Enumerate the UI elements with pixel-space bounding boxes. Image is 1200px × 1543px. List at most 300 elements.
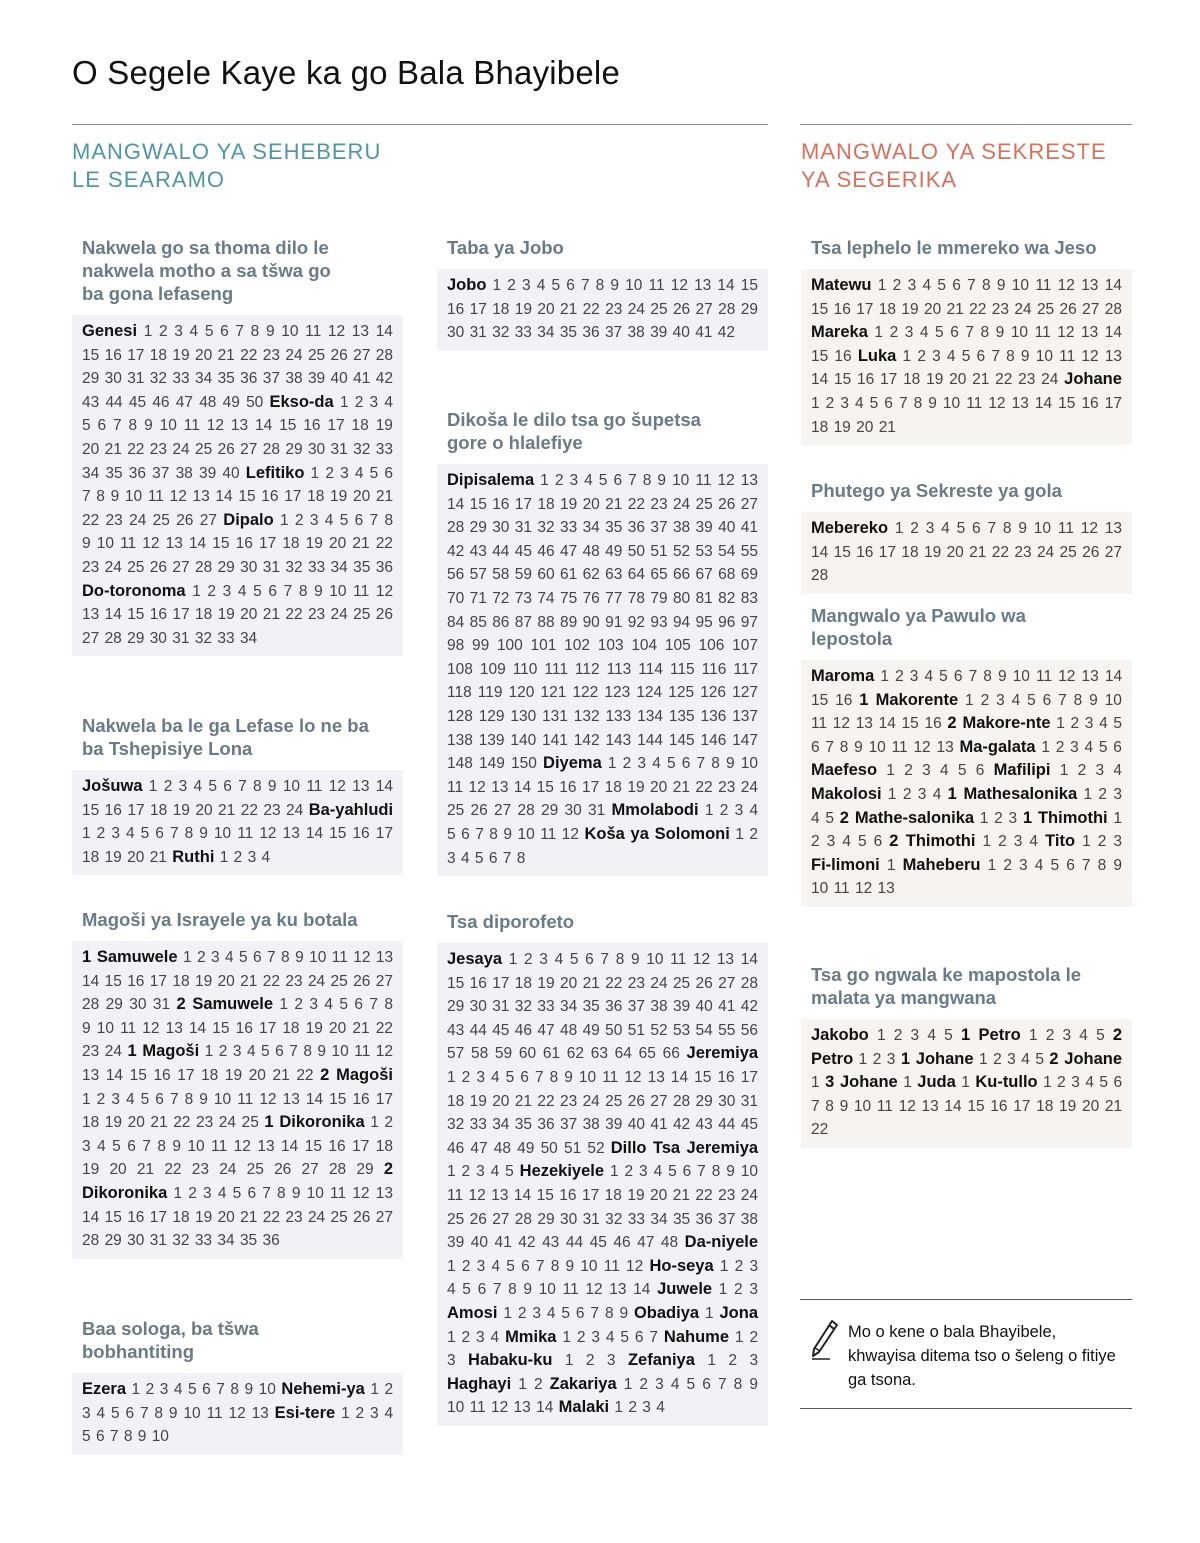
chapter-number[interactable]: 11 <box>447 1186 464 1204</box>
chapter-number[interactable]: 18 <box>514 974 533 992</box>
chapter-number[interactable]: 55 <box>740 542 758 560</box>
chapter-number[interactable]: 41 <box>718 998 736 1016</box>
chapter-number[interactable]: 2 <box>96 825 106 843</box>
chapter-number[interactable]: 23 <box>195 1114 214 1132</box>
chapter-number[interactable]: 14 <box>878 715 896 733</box>
chapter-number[interactable]: 16 <box>127 972 145 990</box>
chapter-number[interactable]: 34 <box>239 629 258 647</box>
chapter-number[interactable]: 6 <box>1113 738 1122 756</box>
chapter-number[interactable]: 21 <box>136 1161 155 1179</box>
chapter-number[interactable]: 78 <box>627 589 645 607</box>
chapter-number[interactable]: 29 <box>541 802 559 820</box>
chapter-number[interactable]: 8 <box>298 582 308 600</box>
chapter-number[interactable]: 3 <box>1008 809 1018 827</box>
chapter-number[interactable]: 14 <box>82 1208 100 1226</box>
chapter-number[interactable]: 7 <box>968 668 978 685</box>
chapter-number[interactable]: 2 <box>895 668 904 685</box>
chapter-number[interactable]: 132 <box>573 707 600 725</box>
chapter-number[interactable]: 8 <box>711 755 720 773</box>
chapter-number[interactable]: 26 <box>274 1161 292 1179</box>
chapter-number[interactable]: 34 <box>492 1116 510 1134</box>
chapter-number[interactable]: 7 <box>142 1137 151 1155</box>
chapter-number[interactable]: 3 <box>340 464 349 482</box>
chapter-number[interactable]: 10 <box>740 755 759 773</box>
chapter-number[interactable]: 10 <box>672 472 690 489</box>
chapter-number[interactable]: 11 <box>540 825 557 843</box>
chapter-number[interactable]: 17 <box>284 488 302 506</box>
chapter-number[interactable]: 25 <box>1059 543 1077 561</box>
chapter-number[interactable]: 28 <box>262 440 280 458</box>
chapter-number[interactable]: 56 <box>447 566 465 584</box>
chapter-number[interactable]: 22 <box>296 1066 314 1084</box>
chapter-number[interactable]: 30 <box>492 519 510 537</box>
chapter-number[interactable]: 12 <box>1081 347 1099 365</box>
chapter-number[interactable]: 21 <box>514 1092 533 1110</box>
chapter-number[interactable]: 50 <box>540 1139 558 1157</box>
chapter-number[interactable]: 21 <box>104 440 122 458</box>
chapter-number[interactable]: 20 <box>194 346 213 364</box>
chapter-number[interactable]: 11 <box>237 1090 254 1108</box>
chapter-number[interactable]: 12 <box>259 825 277 843</box>
chapter-number[interactable]: 13 <box>82 1066 100 1084</box>
chapter-number[interactable]: 23 <box>82 1043 100 1061</box>
chapter-number[interactable]: 18 <box>901 543 919 561</box>
chapter-number[interactable]: 10 <box>1010 324 1029 342</box>
chapter-number[interactable]: 20 <box>559 974 578 992</box>
chapter-number[interactable]: 12 <box>1057 324 1075 342</box>
chapter-number[interactable]: 28 <box>672 1092 691 1110</box>
chapter-number[interactable]: 35 <box>239 1232 258 1250</box>
chapter-number[interactable]: 5 <box>112 1137 121 1155</box>
chapter-number[interactable]: 18 <box>604 1186 622 1204</box>
chapter-number[interactable]: 26 <box>375 606 393 624</box>
chapter-number[interactable]: 3 <box>1071 1074 1080 1092</box>
chapter-number[interactable]: 7 <box>267 949 276 966</box>
chapter-number[interactable]: 2 <box>576 1328 586 1346</box>
chapter-number[interactable]: 27 <box>240 440 258 458</box>
chapter-number[interactable]: 10 <box>740 1163 758 1181</box>
chapter-number[interactable]: 17 <box>581 1186 600 1204</box>
chapter-number[interactable]: 16 <box>127 1208 145 1226</box>
chapter-number[interactable]: 3 <box>476 1328 485 1346</box>
chapter-number[interactable]: 62 <box>582 566 600 584</box>
chapter-number[interactable]: 8 <box>123 1428 133 1446</box>
chapter-number[interactable]: 36 <box>262 1232 280 1250</box>
chapter-number[interactable]: 15 <box>212 535 230 553</box>
chapter-number[interactable]: 7 <box>369 996 379 1014</box>
chapter-number[interactable]: 2 <box>904 762 913 780</box>
chapter-number[interactable]: 1 <box>876 1027 886 1044</box>
chapter-number[interactable]: 12 <box>206 417 224 435</box>
chapter-number[interactable]: 13 <box>257 1137 275 1155</box>
chapter-number[interactable]: 109 <box>479 660 506 678</box>
chapter-number[interactable]: 48 <box>559 1021 578 1039</box>
chapter-number[interactable]: 63 <box>590 1045 608 1063</box>
chapter-number[interactable]: 10 <box>282 778 301 795</box>
chapter-number[interactable]: 16 <box>447 300 465 318</box>
chapter-number[interactable]: 23 <box>82 558 100 576</box>
chapter-number[interactable]: 23 <box>627 974 645 992</box>
chapter-number[interactable]: 36 <box>240 370 258 388</box>
chapter-number[interactable]: 19 <box>375 417 393 435</box>
chapter-number[interactable]: 17 <box>375 1090 393 1108</box>
chapter-number[interactable]: 1 <box>961 1074 970 1092</box>
chapter-number[interactable]: 27 <box>718 974 736 992</box>
chapter-number[interactable]: 36 <box>695 1210 713 1228</box>
chapter-number[interactable]: 3 <box>655 1375 664 1393</box>
chapter-number[interactable]: 37 <box>650 519 668 537</box>
chapter-number[interactable]: 2 <box>998 833 1007 851</box>
chapter-number[interactable]: 40 <box>330 370 348 388</box>
chapter-number[interactable]: 12 <box>490 1399 509 1417</box>
chapter-number[interactable]: 45 <box>514 542 533 560</box>
chapter-number[interactable]: 16 <box>857 371 875 389</box>
chapter-number[interactable]: 65 <box>650 566 668 584</box>
chapter-number[interactable]: 21 <box>240 972 258 990</box>
chapter-number[interactable]: 27 <box>650 1092 668 1110</box>
chapter-number[interactable]: 7 <box>649 1328 659 1346</box>
chapter-number[interactable]: 5 <box>961 347 971 365</box>
chapter-number[interactable]: 93 <box>650 613 668 631</box>
chapter-number[interactable]: 19 <box>305 1019 323 1037</box>
chapter-number[interactable]: 7 <box>139 1404 149 1422</box>
chapter-number[interactable]: 21 <box>972 371 990 389</box>
chapter-number[interactable]: 1 <box>811 1074 820 1092</box>
chapter-number[interactable]: 25 <box>246 1161 264 1179</box>
chapter-number[interactable]: 13 <box>375 1184 393 1202</box>
chapter-number[interactable]: 23 <box>605 300 623 318</box>
chapter-number[interactable]: 10 <box>447 1399 465 1417</box>
chapter-number[interactable]: 38 <box>285 370 303 388</box>
chapter-number[interactable]: 5 <box>462 1281 471 1299</box>
chapter-number[interactable]: 25 <box>194 440 213 458</box>
chapter-number[interactable]: 21 <box>559 300 578 318</box>
chapter-number[interactable]: 113 <box>606 660 632 678</box>
chapter-number[interactable]: 43 <box>542 1234 560 1252</box>
chapter-number[interactable]: 32 <box>149 370 168 388</box>
chapter-number[interactable]: 19 <box>104 848 122 866</box>
chapter-number[interactable]: 29 <box>127 629 145 647</box>
chapter-number[interactable]: 27 <box>1104 543 1122 561</box>
chapter-number[interactable]: 10 <box>868 738 886 756</box>
chapter-number[interactable]: 2 <box>1057 1074 1066 1092</box>
chapter-number[interactable]: 128 <box>447 707 473 725</box>
chapter-number[interactable]: 29 <box>82 370 100 388</box>
chapter-number[interactable]: 7 <box>967 277 976 294</box>
chapter-number[interactable]: 6 <box>247 1184 257 1202</box>
chapter-number[interactable]: 13 <box>491 1186 509 1204</box>
chapter-number[interactable]: 21 <box>150 1114 168 1132</box>
chapter-number[interactable]: 39 <box>605 1116 623 1134</box>
chapter-number[interactable]: 23 <box>559 1092 578 1110</box>
chapter-number[interactable]: 20 <box>217 1208 235 1226</box>
chapter-number[interactable]: 3 <box>1013 833 1023 851</box>
chapter-number[interactable]: 8 <box>184 825 194 843</box>
chapter-number[interactable]: 27 <box>494 802 512 820</box>
chapter-number[interactable]: 6 <box>220 323 229 340</box>
chapter-number[interactable]: 11 <box>602 1068 619 1086</box>
chapter-number[interactable]: 45 <box>492 1021 510 1039</box>
chapter-number[interactable]: 84 <box>447 613 465 631</box>
chapter-number[interactable]: 2 <box>384 1114 393 1132</box>
chapter-number[interactable]: 17 <box>177 1066 195 1084</box>
chapter-number[interactable]: 49 <box>605 542 623 560</box>
chapter-number[interactable]: 10 <box>258 1381 276 1398</box>
chapter-number[interactable]: 27 <box>301 1161 319 1179</box>
chapter-number[interactable]: 4 <box>125 1090 135 1108</box>
chapter-number[interactable]: 7 <box>534 1068 544 1086</box>
chapter-number[interactable]: 5 <box>208 778 217 795</box>
chapter-number[interactable]: 126 <box>700 684 727 702</box>
chapter-number[interactable]: 13 <box>1081 668 1099 685</box>
chapter-number[interactable]: 15 <box>82 801 100 819</box>
chapter-number[interactable]: 20 <box>946 543 964 561</box>
chapter-number[interactable]: 39 <box>307 370 326 388</box>
chapter-number[interactable]: 22 <box>285 606 303 624</box>
chapter-number[interactable]: 82 <box>718 589 736 607</box>
chapter-number[interactable]: 11 <box>891 738 908 756</box>
chapter-number[interactable]: 1 <box>518 1375 527 1393</box>
chapter-number[interactable]: 12 <box>1058 668 1076 685</box>
chapter-number[interactable]: 30 <box>718 1092 736 1110</box>
chapter-number[interactable]: 71 <box>469 589 487 607</box>
chapter-number[interactable]: 16 <box>717 1068 735 1086</box>
chapter-number[interactable]: 134 <box>637 707 663 725</box>
chapter-number[interactable]: 10 <box>811 880 829 898</box>
chapter-number[interactable]: 6 <box>127 1137 136 1155</box>
chapter-number[interactable]: 16 <box>235 535 253 553</box>
chapter-number[interactable]: 2 <box>892 277 902 294</box>
chapter-number[interactable]: 21 <box>969 543 987 561</box>
chapter-number[interactable]: 18 <box>149 346 168 364</box>
chapter-number[interactable]: 1 <box>540 472 549 489</box>
chapter-number[interactable]: 11 <box>1035 277 1052 294</box>
chapter-number[interactable]: 26 <box>470 802 488 820</box>
chapter-number[interactable]: 24 <box>740 778 759 796</box>
chapter-number[interactable]: 5 <box>82 417 91 435</box>
chapter-number[interactable]: 26 <box>695 974 713 992</box>
chapter-number[interactable]: 8 <box>839 738 849 756</box>
chapter-number[interactable]: 6 <box>1066 856 1075 874</box>
chapter-number[interactable]: 44 <box>469 1021 487 1039</box>
chapter-number[interactable]: 133 <box>605 707 632 725</box>
chapter-number[interactable]: 24 <box>307 1208 326 1226</box>
chapter-number[interactable]: 90 <box>582 613 600 631</box>
chapter-number[interactable]: 4 <box>932 785 942 803</box>
chapter-number[interactable]: 13 <box>82 606 100 624</box>
chapter-number[interactable]: 19 <box>305 535 323 553</box>
chapter-number[interactable]: 3 <box>247 848 257 866</box>
chapter-number[interactable]: 53 <box>672 1021 691 1039</box>
chapter-number[interactable]: 39 <box>672 998 691 1016</box>
chapter-number[interactable]: 4 <box>922 277 932 294</box>
chapter-number[interactable]: 13 <box>165 535 183 553</box>
chapter-number[interactable]: 1 <box>310 464 320 482</box>
chapter-number[interactable]: 66 <box>662 1045 680 1063</box>
chapter-number[interactable]: 6 <box>953 668 963 685</box>
chapter-number[interactable]: 7 <box>475 825 484 843</box>
chapter-number[interactable]: 13 <box>1104 347 1123 365</box>
chapter-number[interactable]: 15 <box>901 715 919 733</box>
chapter-number[interactable]: 59 <box>514 566 533 584</box>
chapter-number[interactable]: 37 <box>604 324 623 342</box>
chapter-number[interactable]: 8 <box>549 1068 559 1086</box>
chapter-number[interactable]: 1 <box>82 825 91 843</box>
chapter-number[interactable]: 4 <box>97 1137 106 1155</box>
chapter-number[interactable]: 31 <box>127 370 145 388</box>
chapter-number[interactable]: 6 <box>384 464 393 482</box>
chapter-number[interactable]: 12 <box>832 715 851 733</box>
chapter-number[interactable]: 2 <box>811 833 820 851</box>
chapter-number[interactable]: 5 <box>561 1304 571 1322</box>
chapter-number[interactable]: 1 <box>719 1257 729 1275</box>
chapter-number[interactable]: 22 <box>995 371 1013 389</box>
chapter-number[interactable]: 1 <box>447 1163 456 1181</box>
chapter-number[interactable]: 6 <box>950 324 959 342</box>
chapter-number[interactable]: 11 <box>237 825 254 843</box>
chapter-number[interactable]: 2 <box>507 277 516 294</box>
chapter-number[interactable]: 10 <box>942 394 961 412</box>
chapter-number[interactable]: 3 <box>1095 762 1105 780</box>
chapter-number[interactable]: 116 <box>701 660 727 678</box>
chapter-number[interactable]: 22 <box>811 1121 829 1139</box>
chapter-number[interactable]: 16 <box>104 801 122 819</box>
chapter-number[interactable]: 1 <box>1082 833 1091 851</box>
chapter-number[interactable]: 2 <box>294 996 304 1014</box>
chapter-number[interactable]: 13 <box>282 825 300 843</box>
chapter-number[interactable]: 2 <box>728 1352 738 1370</box>
chapter-number[interactable]: 19 <box>330 488 348 506</box>
chapter-number[interactable]: 16 <box>153 1066 171 1084</box>
chapter-number[interactable]: 8 <box>96 488 105 506</box>
chapter-number[interactable]: 24 <box>172 440 190 458</box>
chapter-number[interactable]: 21 <box>240 1208 258 1226</box>
chapter-number[interactable]: 28 <box>740 974 758 992</box>
chapter-number[interactable]: 10 <box>580 1257 598 1275</box>
chapter-number[interactable]: 12 <box>375 582 394 600</box>
chapter-number[interactable]: 18 <box>878 300 897 318</box>
chapter-number[interactable]: 19 <box>104 1114 123 1132</box>
chapter-number[interactable]: 6 <box>975 762 985 780</box>
chapter-number[interactable]: 3 <box>111 825 120 843</box>
chapter-number[interactable]: 24 <box>286 801 304 819</box>
chapter-number[interactable]: 3 <box>749 1257 759 1275</box>
chapter-number[interactable]: 1 <box>886 856 896 874</box>
chapter-number[interactable]: 8 <box>277 1184 286 1202</box>
chapter-number[interactable]: 3 <box>111 1090 120 1108</box>
chapter-number[interactable]: 44 <box>565 1234 584 1252</box>
chapter-number[interactable]: 21 <box>672 1186 690 1204</box>
chapter-number[interactable]: 8 <box>913 394 923 412</box>
chapter-number[interactable]: 67 <box>695 566 713 584</box>
chapter-number[interactable]: 8 <box>253 778 262 795</box>
chapter-number[interactable]: 22 <box>605 974 623 992</box>
chapter-number[interactable]: 3 <box>642 1399 651 1417</box>
chapter-number[interactable]: 9 <box>144 417 153 435</box>
chapter-number[interactable]: 14 <box>105 1066 124 1084</box>
chapter-number[interactable]: 42 <box>447 542 465 560</box>
chapter-number[interactable]: 28 <box>82 1232 100 1250</box>
chapter-number[interactable]: 16 <box>492 495 510 513</box>
chapter-number[interactable]: 6 <box>125 1404 135 1422</box>
chapter-number[interactable]: 46 <box>514 1021 533 1039</box>
chapter-number[interactable]: 22 <box>262 1208 280 1226</box>
chapter-number[interactable]: 8 <box>516 849 526 867</box>
chapter-number[interactable]: 48 <box>493 1139 512 1157</box>
chapter-number[interactable]: 32 <box>285 558 303 576</box>
chapter-number[interactable]: 33 <box>217 629 235 647</box>
chapter-number[interactable]: 18 <box>172 1208 190 1226</box>
chapter-number[interactable]: 11 <box>353 582 370 600</box>
chapter-number[interactable]: 16 <box>834 347 852 365</box>
chapter-number[interactable]: 35 <box>672 1210 691 1228</box>
chapter-number[interactable]: 4 <box>653 1163 663 1181</box>
chapter-number[interactable]: 30 <box>559 1210 578 1228</box>
chapter-number[interactable]: 5 <box>253 582 262 600</box>
chapter-number[interactable]: 75 <box>559 589 578 607</box>
chapter-number[interactable]: 11 <box>603 1257 620 1275</box>
chapter-number[interactable]: 1 <box>811 394 820 412</box>
chapter-number[interactable]: 19 <box>514 300 533 318</box>
chapter-number[interactable]: 14 <box>1104 668 1123 685</box>
chapter-number[interactable]: 2 <box>325 464 334 482</box>
chapter-number[interactable]: 13 <box>877 880 895 898</box>
chapter-number[interactable]: 40 <box>718 519 736 537</box>
chapter-number[interactable]: 17 <box>878 543 897 561</box>
chapter-number[interactable]: 19 <box>172 801 190 819</box>
chapter-number[interactable]: 41 <box>650 1116 668 1134</box>
chapter-number[interactable]: 3 <box>476 1068 485 1086</box>
chapter-number[interactable]: 6 <box>253 949 262 966</box>
chapter-number[interactable]: 1 <box>562 1328 571 1346</box>
chapter-number[interactable]: 18 <box>307 488 325 506</box>
chapter-number[interactable]: 50 <box>246 393 264 411</box>
chapter-number[interactable]: 26 <box>176 511 194 529</box>
chapter-number[interactable]: 15 <box>811 347 829 365</box>
chapter-number[interactable]: 143 <box>605 731 632 749</box>
chapter-number[interactable]: 12 <box>228 1404 246 1422</box>
chapter-number[interactable]: 26 <box>469 1210 487 1228</box>
chapter-number[interactable]: 4 <box>261 848 271 866</box>
chapter-number[interactable]: 61 <box>542 1045 561 1063</box>
chapter-number[interactable]: 131 <box>542 707 568 725</box>
chapter-number[interactable]: 16 <box>469 974 487 992</box>
chapter-number[interactable]: 1 <box>707 1352 716 1370</box>
chapter-number[interactable]: 2 <box>461 1257 471 1275</box>
chapter-number[interactable]: 10 <box>1035 347 1053 365</box>
chapter-number[interactable]: 31 <box>262 558 280 576</box>
chapter-number[interactable]: 9 <box>267 778 277 795</box>
chapter-number[interactable]: 4 <box>125 825 135 843</box>
chapter-number[interactable]: 22 <box>969 300 987 318</box>
chapter-number[interactable]: 21 <box>672 778 690 796</box>
chapter-number[interactable]: 5 <box>620 1328 629 1346</box>
chapter-number[interactable]: 4 <box>546 1304 556 1322</box>
chapter-number[interactable]: 1 <box>887 785 897 803</box>
chapter-number[interactable]: 108 <box>447 660 473 678</box>
chapter-number[interactable]: 9 <box>726 755 735 773</box>
chapter-number[interactable]: 1 <box>1059 762 1069 780</box>
chapter-number[interactable]: 48 <box>660 1234 679 1252</box>
chapter-number[interactable]: 7 <box>696 755 706 773</box>
chapter-number[interactable]: 3 <box>886 1050 896 1068</box>
chapter-number[interactable]: 9 <box>110 488 120 506</box>
chapter-number[interactable]: 18 <box>194 606 213 624</box>
chapter-number[interactable]: 6 <box>884 394 893 412</box>
chapter-number[interactable]: 17 <box>258 535 277 553</box>
chapter-number[interactable]: 1 <box>886 762 895 780</box>
chapter-number[interactable]: 2 <box>188 1184 197 1202</box>
